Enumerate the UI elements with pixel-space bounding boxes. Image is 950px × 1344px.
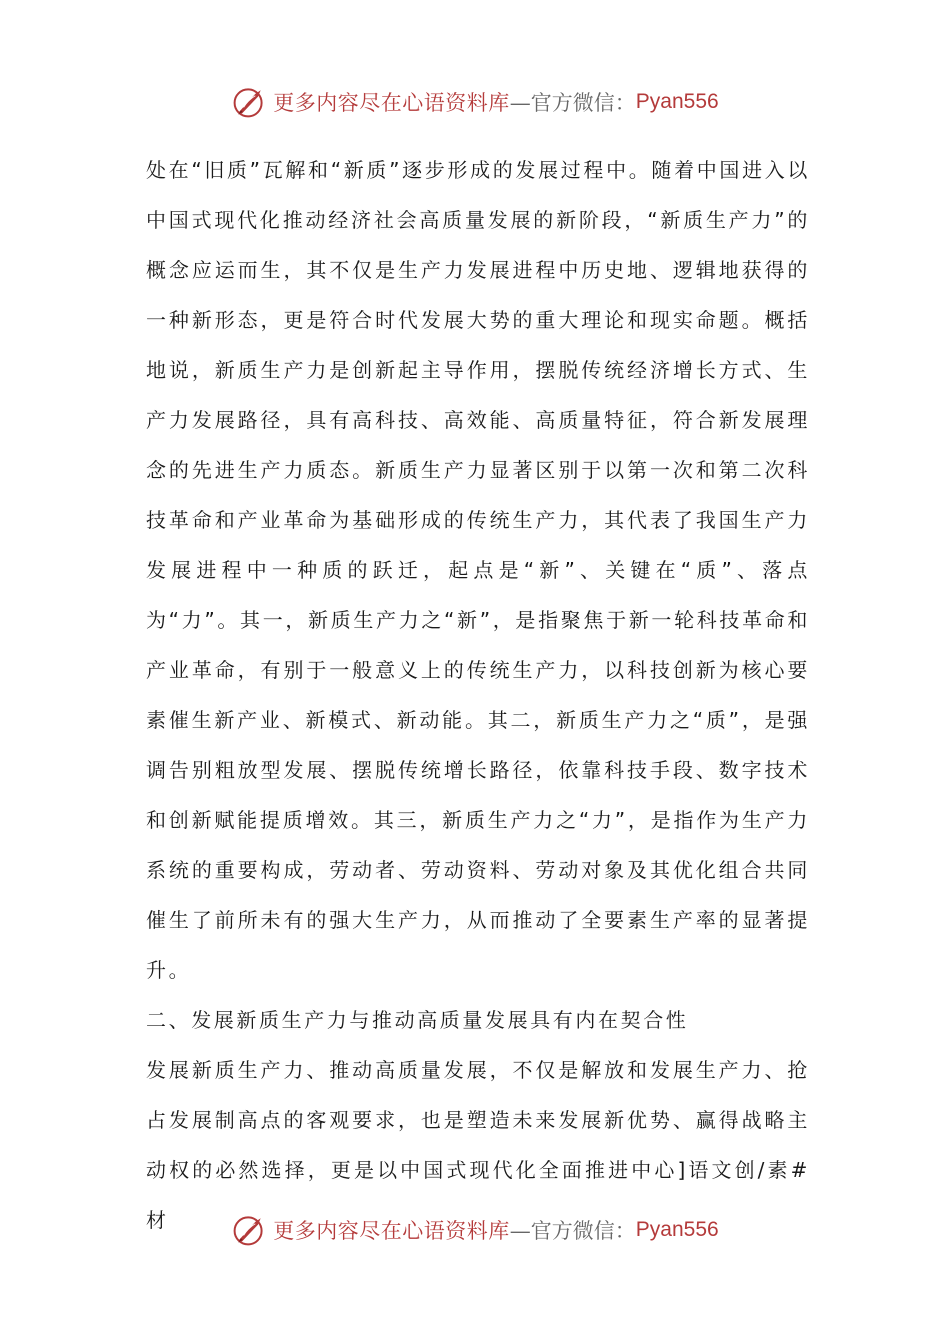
pen-logo-icon [231, 1212, 267, 1248]
banner-title: 更多内容尽在心语资料库 [273, 91, 510, 115]
banner-title: 更多内容尽在心语资料库 [273, 1219, 510, 1243]
banner-separator: —官方微信： [509, 1219, 636, 1243]
document-body [146, 145, 810, 1245]
section-heading: 二、发展新质生产力与推动高质量发展具有内在契合性 [146, 1008, 689, 1032]
banner-separator: —官方微信： [509, 91, 636, 115]
header-banner [0, 80, 950, 124]
pen-logo-icon [231, 84, 267, 120]
banner-wechat-handle: Pyan556 [635, 1218, 719, 1241]
banner-wechat-handle: Pyan556 [635, 90, 719, 113]
footer-banner [0, 1208, 950, 1252]
body-paragraph: 发展新质生产力、推动高质量发展，不仅是解放和发展生产力、抢占发展制高点的客观要求，也是塑造未来发展新优势、赢得战略主动权的必然选择，更是以中国式现代化全面推进中心]语文创/素#材 [146, 1058, 810, 1232]
body-paragraph: 处在“旧质”瓦解和“新质”逐步形成的发展过程中。随着中国进入以中国式现代化推动经济社会高质量发展的新阶段，“新质生产力”的概念应运而生，其不仅是生产力发展进程中历史地、逻辑地获得的一种新形态，更是符合时代发展大势的重大理论和现实命题。概括地说，新质生产力是创新起主导作用，摆脱传统经济增长方式、生产力发展路径，具有高科技、高效能、高质量特征，符合新发展理念的先进生产力质态。新质生产力显著区别于以第一次和第二次科技革命和产业革命为基础形成的传统生产力，其代表了我国生产力发展进程中一种质的跃迁，起点是“新”、关键在“质”、落点为“力”。其一，新质生产力之“新”，是指聚焦于新一轮科技革命和产业革命，有别于一般意义上的传统生产力，以科技创新为核心要素催生新产业、新模式、新动能。其二，新质生产力之“质”，是强调告别粗放型发展、摆脱传统增长路径，依靠科技手段、数字技术和创新赋能提质增效。其三，新质生产力之“力”，是指作为生产力系统的重要构成，劳动者、劳动资料、劳动对象及其优化组合共同催生了前所未有的强大生产力，从而推动了全要素生产率的显著提升。 [146, 158, 810, 982]
